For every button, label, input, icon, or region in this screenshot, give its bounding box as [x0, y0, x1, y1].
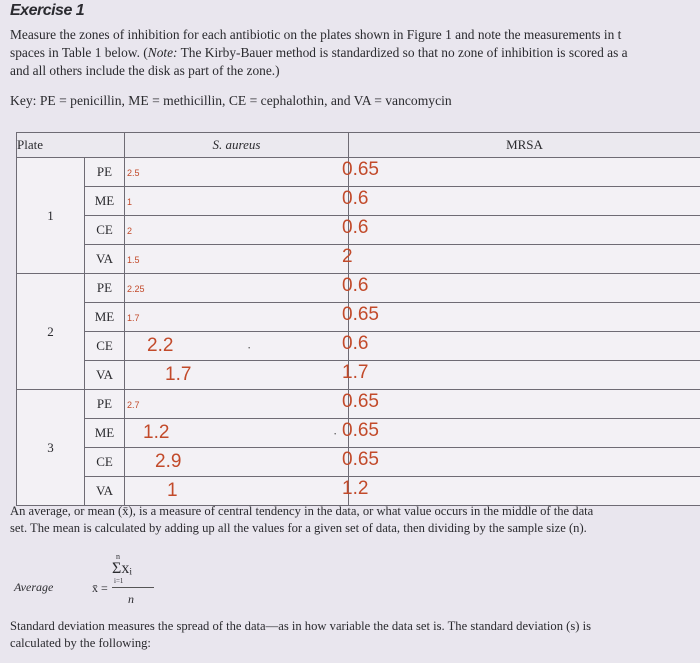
average-line-1: An average, or mean (x̄), is a measure of central tendency in the data, or what value occurs in the middle of the data — [10, 504, 594, 518]
mrsa-value: 1.2 — [342, 478, 369, 499]
antibiotic-cell: CE — [85, 216, 125, 245]
mrsa-value: 0.65 — [342, 159, 379, 180]
std-line-2: calculated by the following: — [10, 636, 151, 650]
sum-limit: i=1 — [114, 577, 124, 585]
mrsa-cell — [342, 216, 700, 245]
plate-number: 2 — [17, 274, 85, 390]
s-aureus-value: 2.9 — [155, 451, 182, 472]
mrsa-cell — [333, 419, 700, 448]
denominator: n — [128, 592, 134, 606]
s-aureus-cell — [125, 390, 349, 419]
antibiotic-cell: ME — [85, 187, 125, 216]
table-row — [17, 158, 700, 187]
s-aureus-cell — [125, 274, 349, 303]
table-row — [17, 448, 700, 477]
ink-dot: · — [333, 426, 338, 441]
note-label: Note: — [147, 45, 178, 60]
table-row — [17, 187, 700, 216]
mrsa-cell — [342, 245, 700, 274]
s-aureus-value: 2.25 — [127, 284, 145, 294]
table-row — [17, 245, 700, 274]
mrsa-header: MRSA — [349, 133, 700, 158]
table-row — [17, 332, 700, 361]
s-aureus-value: 1.2 — [143, 422, 170, 443]
s-aureus-value: 1.7 — [127, 313, 140, 323]
mrsa-value: 2 — [342, 246, 353, 267]
mrsa-cell — [342, 477, 700, 506]
mrsa-cell — [342, 361, 700, 390]
average-paragraph — [10, 503, 593, 537]
average-line-2: set. The mean is calculated by adding up all the values for a given set of data, then dividing by the sample size (n). — [10, 521, 587, 535]
std-dev-paragraph — [10, 618, 591, 652]
sum-upper: n — [116, 552, 120, 561]
s-aureus-value: 1.7 — [165, 364, 192, 385]
instructions-paragraph — [10, 26, 628, 80]
s-aureus-value: 2.5 — [127, 168, 140, 178]
antibiotic-cell: CE — [85, 448, 125, 477]
table-row — [17, 216, 700, 245]
s-aureus-cell — [125, 303, 349, 332]
antibiotic-cell: VA — [85, 245, 125, 274]
table-header-row — [17, 133, 700, 158]
antibiotic-cell: PE — [85, 274, 125, 303]
antibiotic-cell: VA — [85, 477, 125, 506]
s-aureus-value: 2 — [127, 226, 133, 236]
table-row — [17, 274, 700, 303]
instructions-line-3: and all others include the disk as part of the zone.) — [10, 63, 280, 78]
antibiotic-cell: PE — [85, 390, 125, 419]
s-aureus-cell — [125, 216, 349, 245]
average-label: Average — [14, 580, 54, 594]
mrsa-cell — [342, 158, 700, 187]
mrsa-value: 0.65 — [342, 391, 379, 412]
mrsa-cell — [342, 274, 700, 303]
s-aureus-header: S. aureus — [125, 133, 349, 158]
antibiotic-cell: ME — [85, 419, 125, 448]
table-row — [17, 303, 700, 332]
ink-dot: · — [247, 340, 252, 355]
s-aureus-cell — [125, 187, 349, 216]
antibiotic-cell: ME — [85, 303, 125, 332]
s-aureus-value: 2.7 — [127, 400, 140, 410]
s-aureus-value: 2.2 — [147, 335, 174, 356]
s-aureus-cell — [125, 448, 349, 477]
mrsa-cell — [342, 448, 700, 477]
mrsa-value: 0.65 — [342, 449, 379, 470]
antibiotic-cell: VA — [85, 361, 125, 390]
antibiotic-cell: PE — [85, 158, 125, 187]
exercise-title: Exercise 1 — [10, 2, 85, 19]
table-row — [17, 390, 700, 419]
instructions-line-1: Measure the zones of inhibition for each antibiotic on the plates shown in Figure 1 and note the measurements in t — [10, 27, 622, 42]
zones-table — [16, 132, 700, 506]
s-aureus-cell — [125, 361, 349, 390]
table-row — [17, 419, 700, 448]
mrsa-value: 0.6 — [342, 275, 369, 296]
instructions-line-2: spaces in Table 1 below. (Note: The Kirby-Bauer method is standardized so that no zone of inhibition is scored as a — [10, 45, 628, 60]
sum-symbol: Σxᵢ — [112, 560, 132, 577]
s-aureus-value: 1 — [127, 197, 133, 207]
s-aureus-cell — [125, 332, 349, 361]
plate-header: Plate — [17, 133, 125, 158]
mrsa-cell — [342, 187, 700, 216]
table-row — [17, 477, 700, 506]
plate-number: 3 — [17, 390, 85, 506]
s-aureus-value: 1.5 — [127, 255, 140, 265]
mrsa-cell — [342, 332, 700, 361]
antibiotic-key: Key: PE = penicillin, ME = methicillin, CE = cephalothin, and VA = vancomycin — [10, 93, 452, 108]
s-aureus-cell — [125, 158, 349, 187]
s-aureus-cell — [125, 245, 349, 274]
plate-number: 1 — [17, 158, 85, 274]
s-aureus-value: 1 — [167, 480, 178, 501]
table-row — [17, 361, 700, 390]
mrsa-value: 0.6 — [342, 333, 369, 354]
antibiotic-cell: CE — [85, 332, 125, 361]
mrsa-value: 0.6 — [342, 217, 369, 238]
mrsa-value: 0.65 — [342, 304, 379, 325]
mrsa-value: 0.6 — [342, 188, 369, 209]
s-aureus-cell — [125, 419, 349, 448]
mrsa-cell — [342, 303, 700, 332]
mrsa-value: 0.65 — [342, 420, 379, 441]
mean-lhs: x̄ = — [92, 581, 108, 595]
mrsa-cell — [342, 390, 700, 419]
std-line-1: Standard deviation measures the spread of the data—as in how variable the data set is. The standard deviation (s) is — [10, 619, 592, 633]
mrsa-value: 1.7 — [342, 362, 369, 383]
fraction-bar — [112, 587, 154, 588]
s-aureus-cell — [125, 477, 349, 506]
